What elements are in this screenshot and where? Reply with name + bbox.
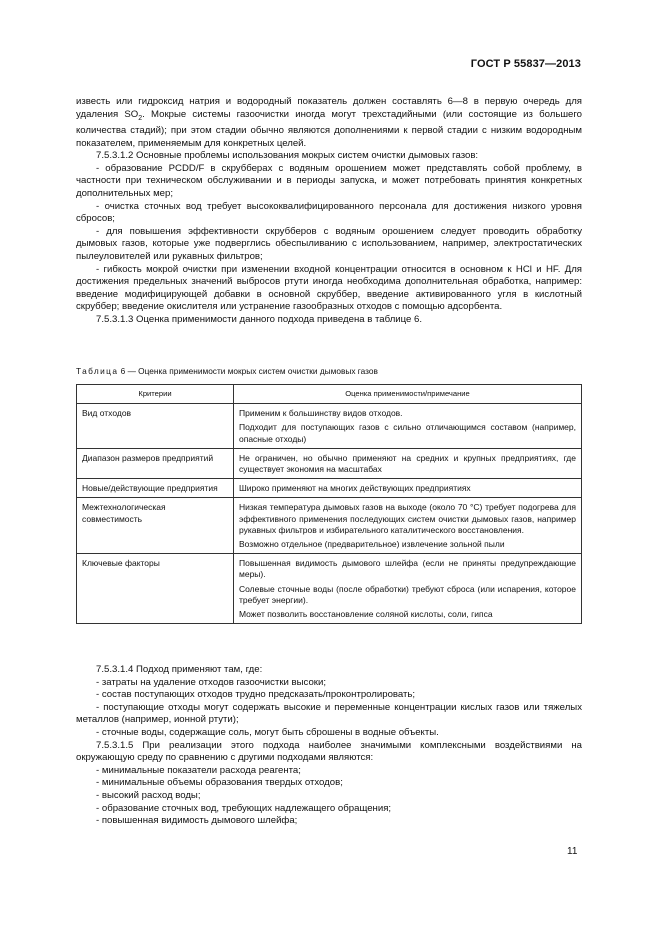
table-row — [77, 498, 582, 554]
table-cell-criterion: Ключевые факторы — [77, 554, 234, 624]
table-cell-criterion: Межтехнологическая совместимость — [77, 498, 234, 554]
table-cell-criterion: Диапазон размеров предприятий — [77, 448, 234, 478]
paragraph-7-5-3-1-4: 7.5.3.1.4 Подход применяют там, где: — [96, 664, 263, 675]
paragraph-7-5-3-1-5: 7.5.3.1.5 При реализации этого подхода наиболее значимыми комплексными воздействиями на окружающую среду по сравнению с другими подходами являются: — [76, 739, 582, 764]
table-cell-notes: Не ограничен, но обычно применяют на средних и крупных предприятиях, где существует экономия на масштабах — [234, 448, 582, 478]
list-item: - минимальные показатели расхода реагента; — [96, 764, 301, 776]
list-item: - сточные воды, содержащие соль, могут быть сброшены в водные объекты. — [96, 726, 439, 738]
list-item-flexibility: - гибкость мокрой очистки при изменении входной концентрации относится в основном к HCl и HF. Для достижения предельных значений выбросов ртути иногда необходима дополнительная обработка, например: введение модифицирующей добавки в основной скруббер, введение активированного угля в кислотный скруббер; введение окислителя или устранение газообразных отходов с помощью адсорбента. — [76, 263, 582, 313]
list-item: - образование сточных вод, требующих надлежащего обращения; — [96, 802, 392, 814]
table-cell-notes: Широко применяют на многих действующих предприятиях — [234, 479, 582, 498]
table-cell-notes: Низкая температура дымовых газов на выходе (около 70 °С) требует подогрева для эффективного применения последующих систем очистки дымовых газов, например рукавных фильтров и избирательного каталитического восстановления. Возможно отдельное (предварительное) извлечение зольной пыли — [234, 498, 582, 554]
table-cell-criterion: Новые/действующие предприятия — [77, 479, 234, 498]
paragraph-7-5-3-1-2: 7.5.3.1.2 Основные проблемы использования мокрых систем очистки дымовых газов: — [96, 150, 479, 162]
applicability-table — [76, 384, 582, 624]
table-row — [77, 479, 582, 498]
list-item: - состав поступающих отходов трудно предсказать/проконтролировать; — [96, 689, 416, 701]
paragraph-7-5-3-1-3: 7.5.3.1.3 Оценка применимости данного подхода приведена в таблице 6. — [96, 314, 423, 325]
list-item-efficiency: - для повышения эффективности скрубберов с водяным орошением следует проводить обработку дымовых газов, которые уже подверглись обеспыливанию с использованием, например, электростатических пылеуловителей или рукавных фильтров; — [76, 225, 582, 263]
paragraph-intro: известь или гидроксид натрия и водородный показатель должен составлять 6—8 в первую очередь для удаления $SO_2$. Мокрые системы газоочистки иногда могут трехстадийными (или состоящие из большего количества стадий); при этом стадии обычно являются дополнениями к первой стадии с низким водородным показателем, применяемым для конкретных целей. — [76, 96, 582, 149]
table-row — [77, 404, 582, 449]
column-header-criteria: Критерии — [77, 385, 234, 404]
list-item-wastewater: - очистка сточных вод требует высококвалифицированного персонала для достижения низкого уровня сбросов; — [76, 200, 582, 225]
list-item: - затраты на удаление отходов газоочистки высоки; — [96, 676, 327, 688]
list-item: - высокий расход воды; — [96, 789, 201, 801]
list-item-pcdd: - образование PCDD/F в скрубберах с водяным орошением может представлять собой проблему, в частности при техническом обслуживании и в периоды запуска, и может потребовать принятия конкретных дополнительных мер; — [76, 162, 582, 200]
subscript-2: 2 — [138, 114, 143, 122]
list-item: - минимальные объемы образования твердых отходов; — [96, 777, 343, 789]
page-number: 11 — [567, 846, 578, 857]
column-header-assessment: Оценка применимости/примечание — [234, 385, 582, 404]
document-header-id: ГОСТ Р 55837—2013 — [470, 58, 581, 70]
table-cell-notes: Применим к большинству видов отходов. Подходит для поступающих газов с сильно отличающимся составом (например, опасные отходы) — [234, 404, 582, 449]
table-header-row — [77, 385, 582, 404]
list-item: - повышенная видимость дымового шлейфа; — [96, 815, 298, 827]
table-row — [77, 448, 582, 478]
table-row — [77, 554, 582, 624]
body-text-top — [76, 96, 582, 327]
table-cell-criterion: Вид отходов — [77, 404, 234, 449]
body-text-bottom — [76, 664, 582, 828]
table-caption: Таблица 6 — Оценка применимости мокрых систем очистки дымовых газов — [76, 366, 378, 376]
list-item: - поступающие отходы могут содержать высокие и переменные концентрации кислых газов или тяжелых металлов (например, ионной ртути); — [76, 701, 582, 726]
table-cell-notes: Повышенная видимость дымового шлейфа (если не приняты предупреждающие меры). Солевые сточные воды (после обработки) требуют сброса (или испарения, которое требует энергии). Может позволить восстановление соляной кислоты, соли, гипса — [234, 554, 582, 624]
